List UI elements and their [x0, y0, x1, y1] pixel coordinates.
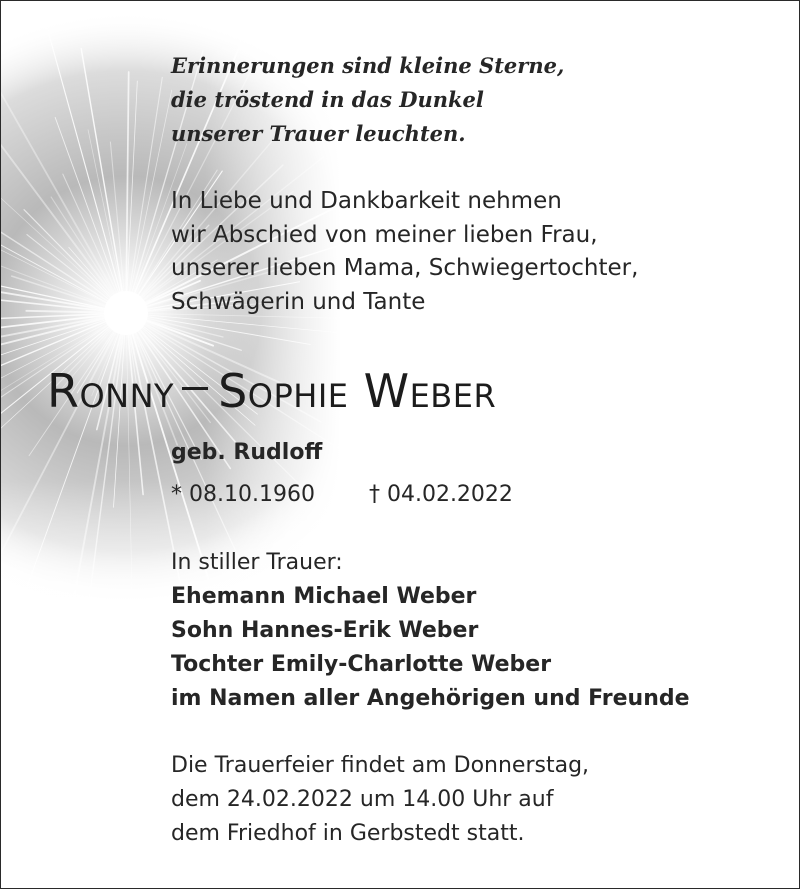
deceased-second-name: Sophie	[218, 364, 349, 418]
funeral-service-info	[171, 749, 589, 851]
service-line: Die Trauerfeier findet am Donnerstag,	[171, 753, 590, 778]
service-line: dem 24.02.2022 um 14.00 Uhr auf	[171, 787, 554, 812]
memorial-quote	[171, 49, 564, 151]
farewell-line: Schwägerin und Tante	[171, 288, 426, 315]
farewell-line: wir Abschied von meiner lieben Frau,	[171, 221, 598, 248]
quote-line: Erinnerungen sind kleine Sterne,	[171, 53, 565, 78]
mourners-heading: In stiller Trauer:	[171, 550, 343, 575]
death-date: † 04.02.2022	[368, 482, 513, 507]
mourner-name: Ehemann Michael Weber	[171, 584, 477, 609]
quote-line: unserer Trauer leuchten.	[171, 121, 466, 146]
deceased-name	[47, 353, 767, 429]
deceased-surname: Weber	[363, 364, 497, 418]
deceased-first-name: Ronny	[47, 364, 175, 418]
service-line: dem Friedhof in Gerbstedt statt.	[171, 821, 525, 846]
mourner-name: im Namen aller Angehörigen und Freunde	[171, 686, 690, 711]
farewell-line: unserer lieben Mama, Schwiegertochter,	[171, 255, 639, 281]
birth-name: geb. Rudloff	[171, 440, 323, 465]
birth-date: * 08.10.1960	[171, 482, 315, 507]
life-dates	[171, 479, 513, 511]
farewell-text	[171, 185, 638, 319]
quote-line: die tröstend in das Dunkel	[171, 87, 484, 112]
mourner-name: Sohn Hannes-Erik Weber	[171, 618, 479, 643]
mourner-name: Tochter Emily-Charlotte Weber	[171, 652, 552, 677]
name-dash	[182, 387, 208, 390]
farewell-line: In Liebe und Dankbarkeit nehmen	[171, 188, 562, 214]
mourners-section	[171, 546, 690, 716]
